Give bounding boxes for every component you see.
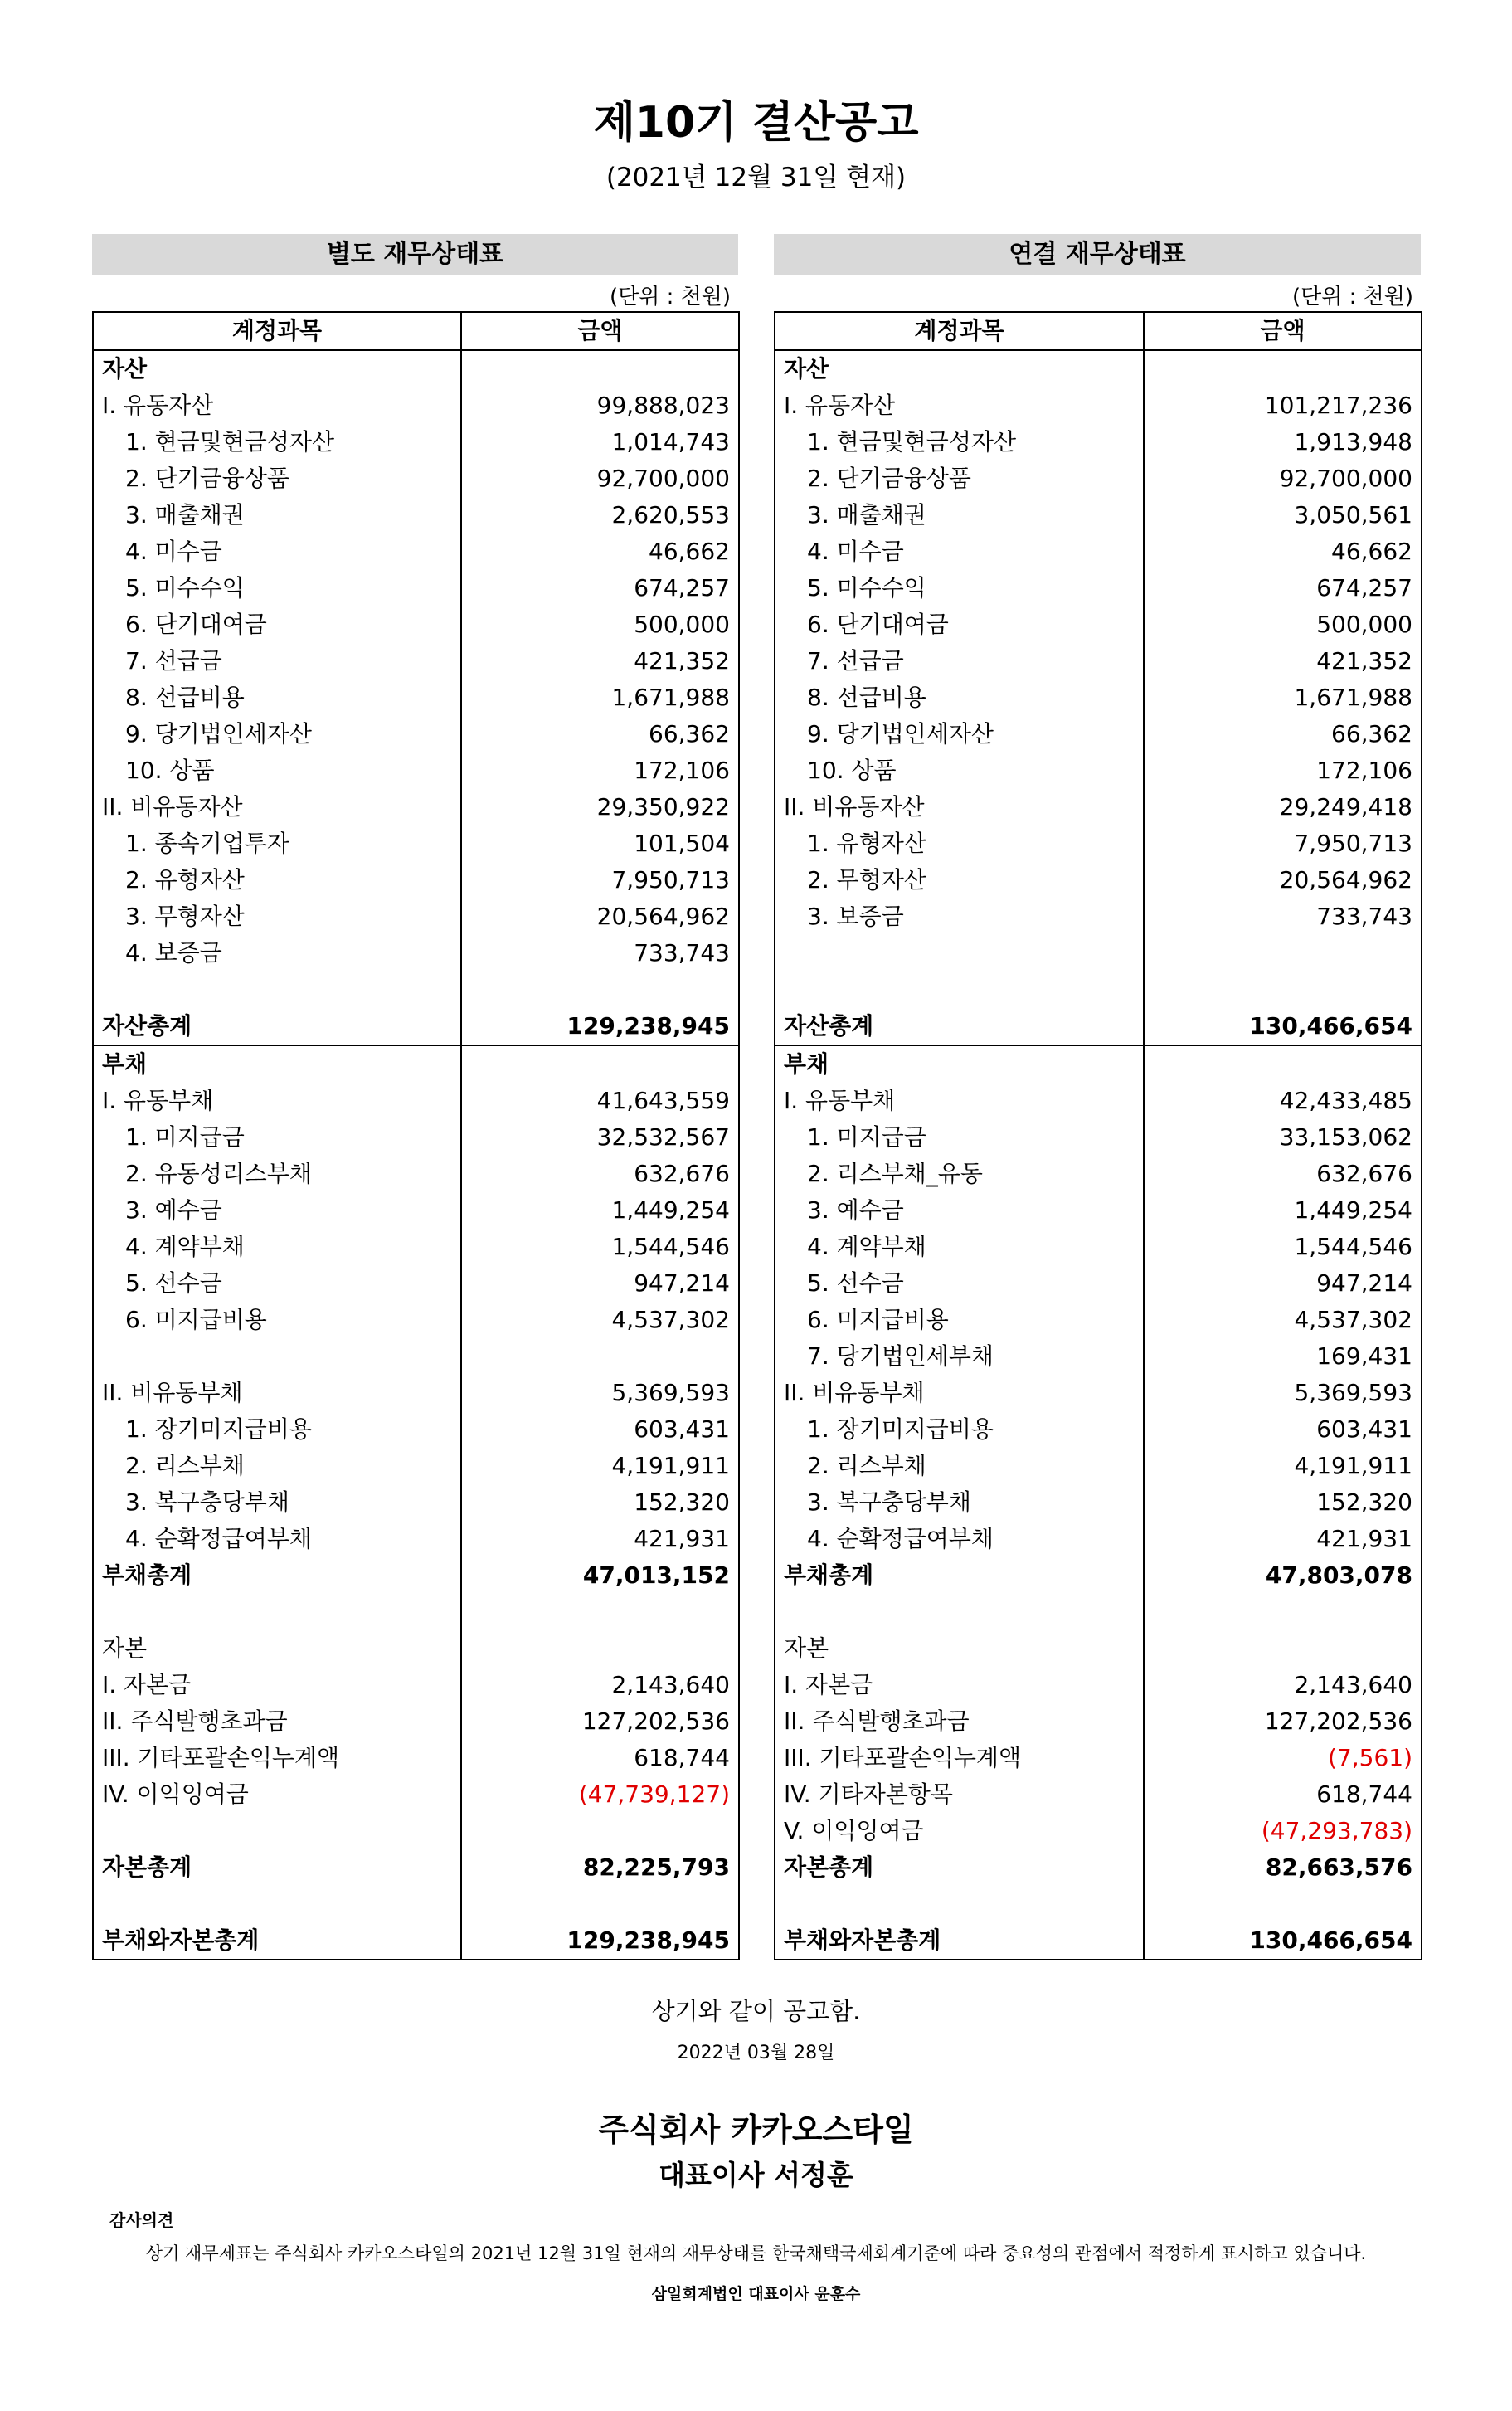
amount-value [461, 1045, 739, 1083]
table-row [775, 753, 1422, 789]
table-row [775, 1776, 1422, 1813]
audit-opinion-text: 상기 재무제표는 주식회사 카카오스타일의 2021년 12월 31일 현재의 재무상태를 한국채택국제회계기준에 따라 중요성의 관점에서 적정하게 표시하고 있습니다. [145, 2243, 1367, 2263]
amount-value: 4,537,302 [1144, 1302, 1422, 1338]
account-label: II. 비유동부채 [775, 1375, 1144, 1411]
amount-value: 618,744 [1144, 1776, 1422, 1813]
amount-value: 82,663,576 [1144, 1849, 1422, 1886]
table-row [775, 606, 1422, 643]
account-label: II. 주식발행초과금 [93, 1703, 461, 1740]
amount-value: 4,537,302 [461, 1302, 739, 1338]
table-row [775, 1667, 1422, 1703]
table-row [775, 1045, 1422, 1083]
amount-value: 1,913,948 [1144, 424, 1422, 460]
account-label: 6. 미지급비용 [775, 1302, 1144, 1338]
separate-balance-sheet-table [92, 311, 740, 1960]
table-row [93, 606, 739, 643]
account-label: III. 기타포괄손익누계액 [775, 1740, 1144, 1776]
amount-value: 130,466,654 [1144, 1008, 1422, 1045]
amount-value: 92,700,000 [461, 460, 739, 497]
consolidated-statement-heading: 연결 재무상태표 [774, 234, 1421, 275]
table-row [93, 679, 739, 716]
amount-value: (7,561) [1144, 1740, 1422, 1776]
account-label: 6. 단기대여금 [93, 606, 461, 643]
amount-value: 92,700,000 [1144, 460, 1422, 497]
account-label: 4. 보증금 [93, 935, 461, 972]
amount-value: 421,931 [1144, 1521, 1422, 1557]
account-label: I. 자본금 [93, 1667, 461, 1703]
audit-opinion-label: 감사의견 [109, 2210, 174, 2230]
table-row [93, 862, 739, 899]
amount-value: 733,743 [461, 935, 739, 972]
account-label: 3. 예수금 [93, 1192, 461, 1229]
amount-value: 1,544,546 [461, 1229, 739, 1265]
amount-value [1144, 1594, 1422, 1630]
auditor-name: 삼일회계법인 대표이사 윤훈수 [651, 2285, 861, 2303]
account-label: 8. 선급비용 [93, 679, 461, 716]
table-row [775, 679, 1422, 716]
table-row [93, 1045, 739, 1083]
account-label: 1. 현금및현금성자산 [775, 424, 1144, 460]
table-row [775, 460, 1422, 497]
account-label: 9. 당기법인세자산 [93, 716, 461, 753]
amount-value: 129,238,945 [461, 1922, 739, 1960]
table-row [93, 1192, 739, 1229]
account-label [93, 1813, 461, 1849]
separate-statement-heading: 별도 재무상태표 [92, 234, 738, 275]
amount-value: 20,564,962 [1144, 862, 1422, 899]
account-label: 자본총계 [93, 1849, 461, 1886]
amount-value: 29,249,418 [1144, 789, 1422, 826]
table-row [93, 1521, 739, 1557]
table-row [775, 1083, 1422, 1119]
account-label: 10. 상품 [93, 753, 461, 789]
account-label: 부채 [775, 1045, 1144, 1083]
account-label: 2. 단기금융상품 [775, 460, 1144, 497]
account-label [93, 1338, 461, 1375]
amount-value [461, 972, 739, 1008]
amount-value: 152,320 [1144, 1484, 1422, 1521]
table-row [775, 1192, 1422, 1229]
table-row [93, 1886, 739, 1922]
account-label: 4. 미수금 [93, 533, 461, 570]
amount-value: 66,362 [461, 716, 739, 753]
table-row [775, 387, 1422, 424]
account-label: 부채와자본총계 [93, 1922, 461, 1960]
account-label: 10. 상품 [775, 753, 1144, 789]
table-row [775, 1922, 1422, 1960]
account-label: 1. 현금및현금성자산 [93, 424, 461, 460]
table-row [93, 1083, 739, 1119]
account-label: I. 자본금 [775, 1667, 1144, 1703]
account-label: 2. 무형자산 [775, 862, 1144, 899]
amount-value: 130,466,654 [1144, 1922, 1422, 1960]
amount-value [461, 1630, 739, 1667]
account-label: 2. 유형자산 [93, 862, 461, 899]
table-row [93, 1411, 739, 1448]
table-row [775, 643, 1422, 679]
table-row [775, 716, 1422, 753]
account-label: 4. 순확정급여부채 [93, 1521, 461, 1557]
page-subtitle: (2021년 12월 31일 현재) [605, 163, 907, 192]
table-row [775, 1008, 1422, 1045]
amount-value [1144, 350, 1422, 387]
table-row [775, 424, 1422, 460]
col-header-account: 계정과목 [93, 312, 461, 350]
table-row [775, 1849, 1422, 1886]
amount-value: 152,320 [461, 1484, 739, 1521]
account-label: 5. 선수금 [775, 1265, 1144, 1302]
table-row [93, 1008, 739, 1045]
account-label [93, 972, 461, 1008]
account-label: 부채 [93, 1045, 461, 1083]
table-row [775, 789, 1422, 826]
table-row [93, 972, 739, 1008]
table-row [775, 570, 1422, 606]
table-row [775, 1411, 1422, 1448]
account-label: II. 비유동자산 [93, 789, 461, 826]
amount-value: 127,202,536 [461, 1703, 739, 1740]
account-label: 4. 계약부채 [775, 1229, 1144, 1265]
table-row [775, 533, 1422, 570]
amount-value: 632,676 [1144, 1156, 1422, 1192]
table-row [775, 935, 1422, 972]
amount-value: 99,888,023 [461, 387, 739, 424]
table-row [93, 789, 739, 826]
amount-value: 172,106 [1144, 753, 1422, 789]
table-row [93, 1667, 739, 1703]
account-label: I. 유동자산 [93, 387, 461, 424]
amount-value: 2,143,640 [1144, 1667, 1422, 1703]
table-row [93, 387, 739, 424]
table-row [775, 1119, 1422, 1156]
amount-value [461, 1813, 739, 1849]
amount-value: 7,950,713 [461, 862, 739, 899]
table-row [93, 643, 739, 679]
table-row [775, 1521, 1422, 1557]
table-row [93, 1849, 739, 1886]
table-row [93, 826, 739, 862]
table-row [775, 1338, 1422, 1375]
amount-value: 101,217,236 [1144, 387, 1422, 424]
table-row [93, 1229, 739, 1265]
account-label: 2. 유동성리스부채 [93, 1156, 461, 1192]
table-row [93, 1703, 739, 1740]
amount-value: 66,362 [1144, 716, 1422, 753]
amount-value: 1,544,546 [1144, 1229, 1422, 1265]
account-label: 5. 미수수익 [93, 570, 461, 606]
amount-value: 20,564,962 [461, 899, 739, 935]
account-label: IV. 기타자본항목 [775, 1776, 1144, 1813]
amount-value [1144, 1886, 1422, 1922]
amount-value: 42,433,485 [1144, 1083, 1422, 1119]
table-row [93, 533, 739, 570]
table-row [775, 1630, 1422, 1667]
amount-value: 4,191,911 [1144, 1448, 1422, 1484]
account-label: III. 기타포괄손익누계액 [93, 1740, 461, 1776]
amount-value: 1,671,988 [1144, 679, 1422, 716]
amount-value: 421,352 [461, 643, 739, 679]
table-row [93, 1484, 739, 1521]
amount-value [461, 1886, 739, 1922]
account-label: 1. 장기미지급비용 [93, 1411, 461, 1448]
account-label: 1. 종속기업투자 [93, 826, 461, 862]
consolidated-balance-sheet-table [774, 311, 1422, 1960]
account-label: V. 이익잉여금 [775, 1813, 1144, 1849]
account-label: 7. 선급금 [93, 643, 461, 679]
amount-value: 674,257 [461, 570, 739, 606]
account-label: 부채와자본총계 [775, 1922, 1144, 1960]
amount-value: 421,352 [1144, 643, 1422, 679]
account-label: 4. 미수금 [775, 533, 1144, 570]
table-row [775, 1740, 1422, 1776]
amount-value: 674,257 [1144, 570, 1422, 606]
table-row [93, 899, 739, 935]
account-label: 6. 단기대여금 [775, 606, 1144, 643]
account-label: I. 유동부채 [93, 1083, 461, 1119]
announcement-statement: 상기와 같이 공고함. [651, 1997, 861, 2025]
table-row [93, 1776, 739, 1813]
account-label: 5. 미수수익 [775, 570, 1144, 606]
page-title: 제10기 결산공고 [593, 98, 919, 148]
table-row [775, 1375, 1422, 1411]
account-label: 2. 리스부채 [93, 1448, 461, 1484]
table-row [775, 497, 1422, 533]
account-label: 2. 리스부채 [775, 1448, 1144, 1484]
account-label: 4. 계약부채 [93, 1229, 461, 1265]
amount-value: 2,620,553 [461, 497, 739, 533]
table-row [775, 1886, 1422, 1922]
amount-value: 101,504 [461, 826, 739, 862]
unit-label-left: (단위 : 천원) [609, 285, 731, 309]
account-label: 1. 유형자산 [775, 826, 1144, 862]
account-label: 7. 당기법인세부채 [775, 1338, 1144, 1375]
amount-value: 1,449,254 [1144, 1192, 1422, 1229]
account-label: 자본 [93, 1630, 461, 1667]
table-row [93, 1156, 739, 1192]
account-label: 1. 미지급금 [775, 1119, 1144, 1156]
amount-value: 47,803,078 [1144, 1557, 1422, 1594]
table-row [775, 1156, 1422, 1192]
table-row [775, 862, 1422, 899]
amount-value: 127,202,536 [1144, 1703, 1422, 1740]
amount-value [1144, 972, 1422, 1008]
table-row [93, 424, 739, 460]
amount-value [1144, 1045, 1422, 1083]
table-row [93, 570, 739, 606]
account-label [93, 1594, 461, 1630]
amount-value: 947,214 [461, 1265, 739, 1302]
table-row [775, 972, 1422, 1008]
table-row [775, 1557, 1422, 1594]
amount-value: 1,449,254 [461, 1192, 739, 1229]
table-row [93, 460, 739, 497]
amount-value: 5,369,593 [461, 1375, 739, 1411]
amount-value: 46,662 [461, 533, 739, 570]
account-label: 자본총계 [775, 1849, 1144, 1886]
table-row [775, 899, 1422, 935]
account-label: 7. 선급금 [775, 643, 1144, 679]
table-row [775, 1229, 1422, 1265]
table-row [775, 1448, 1422, 1484]
announcement-date: 2022년 03월 28일 [677, 2043, 835, 2063]
amount-value [461, 350, 739, 387]
account-label: 3. 예수금 [775, 1192, 1144, 1229]
table-row [93, 1557, 739, 1594]
amount-value: 172,106 [461, 753, 739, 789]
table-row [775, 1265, 1422, 1302]
account-label: I. 유동자산 [775, 387, 1144, 424]
account-label [775, 935, 1144, 972]
account-label: 자산 [775, 350, 1144, 387]
table-row [93, 1338, 739, 1375]
account-label: 2. 리스부채_유동 [775, 1156, 1144, 1192]
amount-value: 29,350,922 [461, 789, 739, 826]
amount-value: (47,293,783) [1144, 1813, 1422, 1849]
account-label: 6. 미지급비용 [93, 1302, 461, 1338]
account-label [775, 1594, 1144, 1630]
amount-value: 33,153,062 [1144, 1119, 1422, 1156]
table-row [775, 1703, 1422, 1740]
amount-value [1144, 935, 1422, 972]
account-label: IV. 이익잉여금 [93, 1776, 461, 1813]
amount-value: 47,013,152 [461, 1557, 739, 1594]
table-row [775, 1594, 1422, 1630]
account-label: 부채총계 [775, 1557, 1144, 1594]
table-row [93, 497, 739, 533]
account-label: II. 주식발행초과금 [775, 1703, 1144, 1740]
account-label: 자산총계 [93, 1008, 461, 1045]
amount-value: 169,431 [1144, 1338, 1422, 1375]
col-header-amount: 금액 [1144, 312, 1422, 350]
account-label: 3. 무형자산 [93, 899, 461, 935]
account-label: 3. 매출채권 [93, 497, 461, 533]
table-row [775, 1302, 1422, 1338]
amount-value: 733,743 [1144, 899, 1422, 935]
table-row [93, 1594, 739, 1630]
amount-value: 421,931 [461, 1521, 739, 1557]
account-label: 5. 선수금 [93, 1265, 461, 1302]
col-header-amount: 금액 [461, 312, 739, 350]
table-row [775, 1813, 1422, 1849]
account-label: 자산 [93, 350, 461, 387]
table-row [93, 1740, 739, 1776]
table-row [93, 1448, 739, 1484]
amount-value: 46,662 [1144, 533, 1422, 570]
table-row [93, 1302, 739, 1338]
account-label: 1. 미지급금 [93, 1119, 461, 1156]
amount-value: 603,431 [461, 1411, 739, 1448]
table-row [93, 350, 739, 387]
table-row [93, 1119, 739, 1156]
account-label: II. 비유동부채 [93, 1375, 461, 1411]
table-row [775, 350, 1422, 387]
table-row [93, 935, 739, 972]
account-label [775, 1886, 1144, 1922]
unit-label-right: (단위 : 천원) [1291, 285, 1413, 309]
table-row [93, 1813, 739, 1849]
amount-value: 500,000 [1144, 606, 1422, 643]
amount-value: 632,676 [461, 1156, 739, 1192]
account-label [775, 972, 1144, 1008]
table-row [93, 1375, 739, 1411]
ceo-name: 대표이사 서정훈 [659, 2159, 853, 2191]
amount-value [1144, 1630, 1422, 1667]
account-label: 자본 [775, 1630, 1144, 1667]
amount-value: 500,000 [461, 606, 739, 643]
amount-value: 82,225,793 [461, 1849, 739, 1886]
amount-value: 4,191,911 [461, 1448, 739, 1484]
table-row [93, 1922, 739, 1960]
amount-value [461, 1594, 739, 1630]
col-header-account: 계정과목 [775, 312, 1144, 350]
amount-value: 1,014,743 [461, 424, 739, 460]
company-name: 주식회사 카카오스타일 [598, 2111, 914, 2148]
amount-value: 7,950,713 [1144, 826, 1422, 862]
amount-value: 618,744 [461, 1740, 739, 1776]
amount-value: 3,050,561 [1144, 497, 1422, 533]
account-label: 3. 복구충당부채 [93, 1484, 461, 1521]
amount-value: 129,238,945 [461, 1008, 739, 1045]
account-label: 2. 단기금융상품 [93, 460, 461, 497]
amount-value: 5,369,593 [1144, 1375, 1422, 1411]
amount-value: (47,739,127) [461, 1776, 739, 1813]
account-label: 9. 당기법인세자산 [775, 716, 1144, 753]
account-label: II. 비유동자산 [775, 789, 1144, 826]
account-label: 4. 순확정급여부채 [775, 1521, 1144, 1557]
account-label: 1. 장기미지급비용 [775, 1411, 1144, 1448]
amount-value: 32,532,567 [461, 1119, 739, 1156]
amount-value: 603,431 [1144, 1411, 1422, 1448]
table-row [93, 1630, 739, 1667]
account-label: 3. 매출채권 [775, 497, 1144, 533]
table-row [93, 1265, 739, 1302]
amount-value: 947,214 [1144, 1265, 1422, 1302]
amount-value: 1,671,988 [461, 679, 739, 716]
account-label: I. 유동부채 [775, 1083, 1144, 1119]
amount-value: 41,643,559 [461, 1083, 739, 1119]
table-row [93, 716, 739, 753]
account-label: 3. 복구충당부채 [775, 1484, 1144, 1521]
amount-value: 2,143,640 [461, 1667, 739, 1703]
table-row [775, 826, 1422, 862]
account-label: 자산총계 [775, 1008, 1144, 1045]
account-label: 3. 보증금 [775, 899, 1144, 935]
account-label: 부채총계 [93, 1557, 461, 1594]
account-label: 8. 선급비용 [775, 679, 1144, 716]
amount-value [461, 1338, 739, 1375]
table-row [775, 1484, 1422, 1521]
account-label [93, 1886, 461, 1922]
table-row [93, 753, 739, 789]
